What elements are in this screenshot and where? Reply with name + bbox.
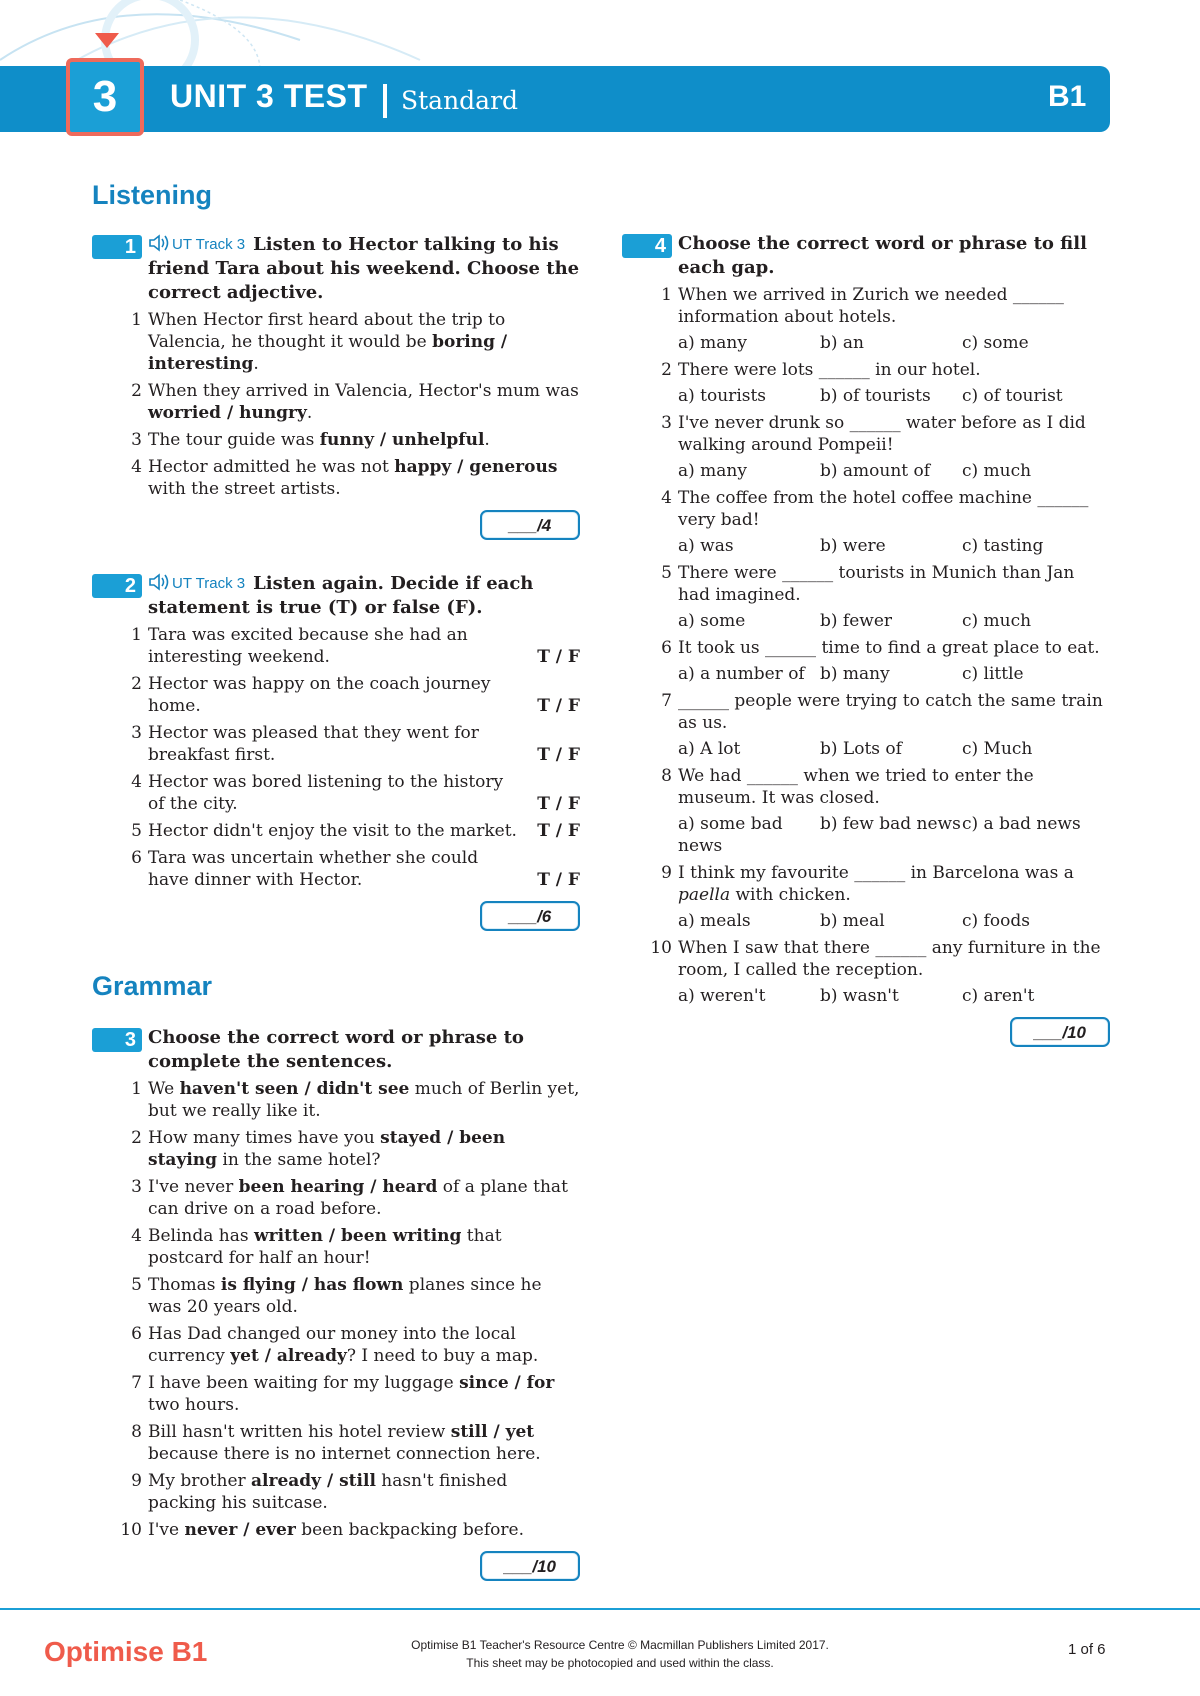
answer-options xyxy=(678,813,1110,857)
question-number: 10 xyxy=(650,938,672,958)
exercise-instruction: Choose the correct word or phrase to complete the sentences. xyxy=(148,1027,524,1072)
true-false-choice[interactable]: T / F xyxy=(537,821,580,841)
option-a[interactable]: a) some bad news xyxy=(678,814,783,856)
statement-text: Tara was excited because she had an interesting weekend. xyxy=(148,625,468,667)
left-column-listening xyxy=(124,233,580,941)
footer-divider xyxy=(0,1608,1200,1610)
question-text: There were lots ______ in our hotel. xyxy=(678,360,981,380)
option-a[interactable]: a) some xyxy=(678,611,746,631)
statement-item xyxy=(131,847,580,891)
question-text: When I saw that there ______ any furniture in the room, I called the reception. xyxy=(678,938,1101,980)
option-b[interactable]: b) were xyxy=(820,536,886,556)
question-number: 1 xyxy=(131,1079,142,1099)
question-text: I've never drunk so ______ water before as I did walking around Pompeii! xyxy=(678,413,1086,455)
question-number: 2 xyxy=(661,360,672,380)
option-c[interactable]: c) little xyxy=(962,664,1024,684)
option-b[interactable]: b) many xyxy=(820,664,890,684)
option-a[interactable]: a) A lot xyxy=(678,739,741,759)
exercise-number: 1 xyxy=(92,235,142,259)
question-number: 8 xyxy=(661,766,672,786)
question-text: I think my favourite ______ in Barcelona was a paella with chicken. xyxy=(678,863,1074,905)
speaker-icon xyxy=(148,572,170,592)
question-number: 4 xyxy=(131,1226,142,1246)
question-number: 4 xyxy=(131,457,142,477)
answer-choice[interactable]: funny / unhelpful xyxy=(319,430,485,450)
option-b[interactable]: b) amount of xyxy=(820,461,931,481)
true-false-choice[interactable]: T / F xyxy=(537,745,580,765)
question-item: 2 When they arrived in Valencia, Hector's mum was worried / hungry. xyxy=(148,380,580,424)
answer-choice[interactable]: happy / generous xyxy=(394,457,558,477)
question-number: 2 xyxy=(131,381,142,401)
title-divider xyxy=(383,84,387,118)
true-false-choice[interactable]: T / F xyxy=(537,870,580,890)
question-item: 7 I have been waiting for my luggage since / for two hours. xyxy=(148,1372,580,1416)
question-number: 3 xyxy=(131,430,142,450)
question-number: 2 xyxy=(131,674,142,694)
footer-copyright: Optimise B1 Teacher's Resource Centre © Macmillan Publishers Limited 2017. This sheet may be photocopied and used within the class. xyxy=(411,1638,829,1670)
audio-track[interactable]: UT Track 3 xyxy=(148,572,245,596)
question-item xyxy=(661,412,1110,482)
statement-item xyxy=(131,722,580,766)
option-c[interactable]: c) a bad news xyxy=(962,814,1081,834)
question-text: ______ people were trying to catch the same train as us. xyxy=(678,691,1103,733)
answer-choice[interactable]: already / still xyxy=(251,1471,376,1491)
level-label: B1 xyxy=(1048,80,1087,113)
answer-choice[interactable]: since / for xyxy=(459,1373,555,1393)
question-item: 2 How many times have you stayed / been staying in the same hotel? xyxy=(148,1127,580,1171)
question-item: 4 Hector admitted he was not happy / generous with the street artists. xyxy=(148,456,580,500)
section-heading-listening: Listening xyxy=(92,180,212,210)
question-number: 6 xyxy=(131,848,142,868)
left-column-grammar xyxy=(120,1026,580,1591)
question-item xyxy=(661,765,1110,857)
page-number: 1 of 6 xyxy=(1068,1641,1106,1658)
answer-options xyxy=(678,663,1110,685)
question-item xyxy=(661,487,1110,557)
answer-choice[interactable]: haven't seen / didn't see xyxy=(179,1079,410,1099)
question-item: 3 The tour guide was funny / unhelpful. xyxy=(148,429,580,451)
question-number: 1 xyxy=(131,625,142,645)
question-item: 10 I've never / ever been backpacking before. xyxy=(148,1519,580,1541)
exercise-instruction: Choose the correct word or phrase to fill each gap. xyxy=(678,233,1087,278)
statement-text: Tara was uncertain whether she could have dinner with Hector. xyxy=(148,848,479,890)
score-box[interactable]: ___/6 xyxy=(480,901,580,931)
question-text: There were ______ tourists in Munich than Jan had imagined. xyxy=(678,563,1075,605)
question-item: 1 We haven't seen / didn't see much of Berlin yet, but we really like it. xyxy=(148,1078,580,1122)
answer-choice[interactable]: yet / already xyxy=(230,1346,347,1366)
question-item xyxy=(661,562,1110,632)
question-text: When we arrived in Zurich we needed ______ information about hotels. xyxy=(678,285,1064,327)
answer-choice[interactable]: worried / hungry xyxy=(148,403,307,423)
exercise-number: 2 xyxy=(92,574,142,598)
question-item: 3 I've never been hearing / heard of a plane that can drive on a road before. xyxy=(148,1176,580,1220)
answer-options xyxy=(678,535,1110,557)
score-box[interactable]: ___/10 xyxy=(480,1551,580,1581)
option-a[interactable]: a) many xyxy=(678,461,747,481)
header-banner xyxy=(0,66,1110,132)
question-item: 1 When Hector first heard about the trip to Valencia, he thought it would be boring / interesting. xyxy=(148,309,580,375)
speaker-icon xyxy=(148,233,170,253)
question-number: 7 xyxy=(131,1373,142,1393)
right-column-grammar xyxy=(650,232,1110,1057)
question-number: 1 xyxy=(661,285,672,305)
answer-choice[interactable]: been hearing / heard xyxy=(238,1177,438,1197)
question-number: 6 xyxy=(131,1324,142,1344)
question-number: 9 xyxy=(661,863,672,883)
statement-text: Hector was pleased that they went for breakfast first. xyxy=(148,723,479,765)
option-c[interactable]: c) much xyxy=(962,461,1032,481)
answer-options xyxy=(678,985,1110,1007)
question-number: 7 xyxy=(661,691,672,711)
answer-options xyxy=(678,385,1110,407)
question-text: It took us ______ time to find a great place to eat. xyxy=(678,638,1100,658)
question-number: 6 xyxy=(661,638,672,658)
question-item xyxy=(661,637,1110,685)
section-heading-grammar: Grammar xyxy=(92,971,213,1001)
question-text: We had ______ when we tried to enter the museum. It was closed. xyxy=(678,766,1034,808)
exercise-instruction: UT Track 3 Listen to Hector talking to his friend Tara about his weekend. Choose the correct adjective. xyxy=(148,234,580,303)
true-false-choice[interactable]: T / F xyxy=(537,647,580,667)
exercise-instruction: UT Track 3 Listen again. Decide if each statement is true (T) or false (F). xyxy=(148,573,534,618)
audio-track[interactable]: UT Track 3 xyxy=(148,233,245,257)
answer-choice[interactable]: still / yet xyxy=(450,1422,535,1442)
exercise-3 xyxy=(120,1026,580,1581)
question-number: 3 xyxy=(661,413,672,433)
statement-item xyxy=(131,673,580,717)
true-false-choice[interactable]: T / F xyxy=(537,696,580,716)
question-number: 4 xyxy=(131,772,142,792)
answer-options xyxy=(678,738,1110,760)
option-b[interactable]: b) an xyxy=(820,333,865,353)
unit-subtitle: Standard xyxy=(401,86,519,115)
option-b[interactable]: b) fewer xyxy=(820,611,893,631)
answer-choice[interactable]: stayed / been staying xyxy=(148,1128,506,1170)
answer-options xyxy=(678,610,1110,632)
statement-item xyxy=(131,771,580,815)
question-number: 1 xyxy=(131,310,142,330)
question-item xyxy=(661,862,1110,932)
question-item xyxy=(650,937,1110,1007)
option-c[interactable]: c) aren't xyxy=(962,986,1035,1006)
score-box[interactable]: ___/10 xyxy=(1010,1017,1110,1047)
question-number: 5 xyxy=(131,1275,142,1295)
option-c[interactable]: c) much xyxy=(962,611,1032,631)
footer-logo: Optimise B1 xyxy=(44,1636,208,1667)
option-b[interactable]: b) wasn't xyxy=(820,986,899,1006)
option-c[interactable]: c) of tourist xyxy=(962,386,1063,406)
exercise-1 xyxy=(124,233,580,540)
option-c[interactable]: c) foods xyxy=(962,911,1030,931)
exercise-4 xyxy=(650,232,1110,1047)
question-number: 2 xyxy=(131,1128,142,1148)
question-text: The coffee from the hotel coffee machine ______ very bad! xyxy=(678,488,1089,530)
question-item xyxy=(661,359,1110,407)
answer-choice[interactable]: boring / interesting xyxy=(148,332,508,374)
question-number: 10 xyxy=(120,1520,142,1540)
question-item: 8 Bill hasn't written his hotel review still / yet because there is no internet connection here. xyxy=(148,1421,580,1465)
question-number: 8 xyxy=(131,1422,142,1442)
question-item: 4 Belinda has written / been writing that postcard for half an hour! xyxy=(148,1225,580,1269)
answer-options xyxy=(678,332,1110,354)
true-false-choice[interactable]: T / F xyxy=(537,794,580,814)
statement-text: Hector didn't enjoy the visit to the market. xyxy=(148,821,517,841)
question-number: 3 xyxy=(131,1177,142,1197)
exercise-number: 3 xyxy=(92,1028,142,1052)
question-number: 5 xyxy=(131,821,142,841)
unit-number-box: 3 xyxy=(66,58,144,136)
statement-item xyxy=(131,624,580,668)
unit-title: UNIT 3 TEST xyxy=(170,78,368,114)
score-box[interactable]: ___/4 xyxy=(480,510,580,540)
option-a[interactable]: a) a number of xyxy=(678,664,805,684)
question-number: 5 xyxy=(661,563,672,583)
answer-options xyxy=(678,910,1110,932)
statement-text: Hector was happy on the coach journey home. xyxy=(148,674,491,716)
answer-options xyxy=(678,460,1110,482)
option-b[interactable]: b) Lots of xyxy=(820,739,902,759)
question-number: 9 xyxy=(131,1471,142,1491)
option-c[interactable]: c) tasting xyxy=(962,536,1044,556)
option-a[interactable]: a) weren't xyxy=(678,986,766,1006)
option-b[interactable]: b) of tourists xyxy=(820,386,931,406)
statement-item xyxy=(131,820,580,842)
question-item: 6 Has Dad changed our money into the local currency yet / already? I need to buy a map. xyxy=(148,1323,580,1367)
question-item: 9 My brother already / still hasn't finished packing his suitcase. xyxy=(148,1470,580,1514)
answer-choice[interactable]: written / been writing xyxy=(254,1226,462,1246)
unit-marker-arrow-icon xyxy=(95,33,119,48)
option-a[interactable]: a) meals xyxy=(678,911,751,931)
question-item: 5 Thomas is flying / has flown planes since he was 20 years old. xyxy=(148,1274,580,1318)
question-item xyxy=(661,690,1110,760)
exercise-2 xyxy=(124,572,580,931)
option-a[interactable]: a) many xyxy=(678,333,747,353)
option-c[interactable]: c) some xyxy=(962,333,1029,353)
question-number: 3 xyxy=(131,723,142,743)
option-a[interactable]: a) tourists xyxy=(678,386,767,406)
question-item xyxy=(661,284,1110,354)
question-number: 4 xyxy=(661,488,672,508)
answer-choice[interactable]: is flying / has flown xyxy=(220,1275,404,1295)
answer-choice[interactable]: never / ever xyxy=(184,1520,296,1540)
option-b[interactable]: b) few bad news xyxy=(820,814,961,834)
option-c[interactable]: c) Much xyxy=(962,739,1033,759)
option-a[interactable]: a) was xyxy=(678,536,734,556)
exercise-number: 4 xyxy=(622,234,672,258)
option-b[interactable]: b) meal xyxy=(820,911,885,931)
statement-text: Hector was bored listening to the history of the city. xyxy=(148,772,504,814)
